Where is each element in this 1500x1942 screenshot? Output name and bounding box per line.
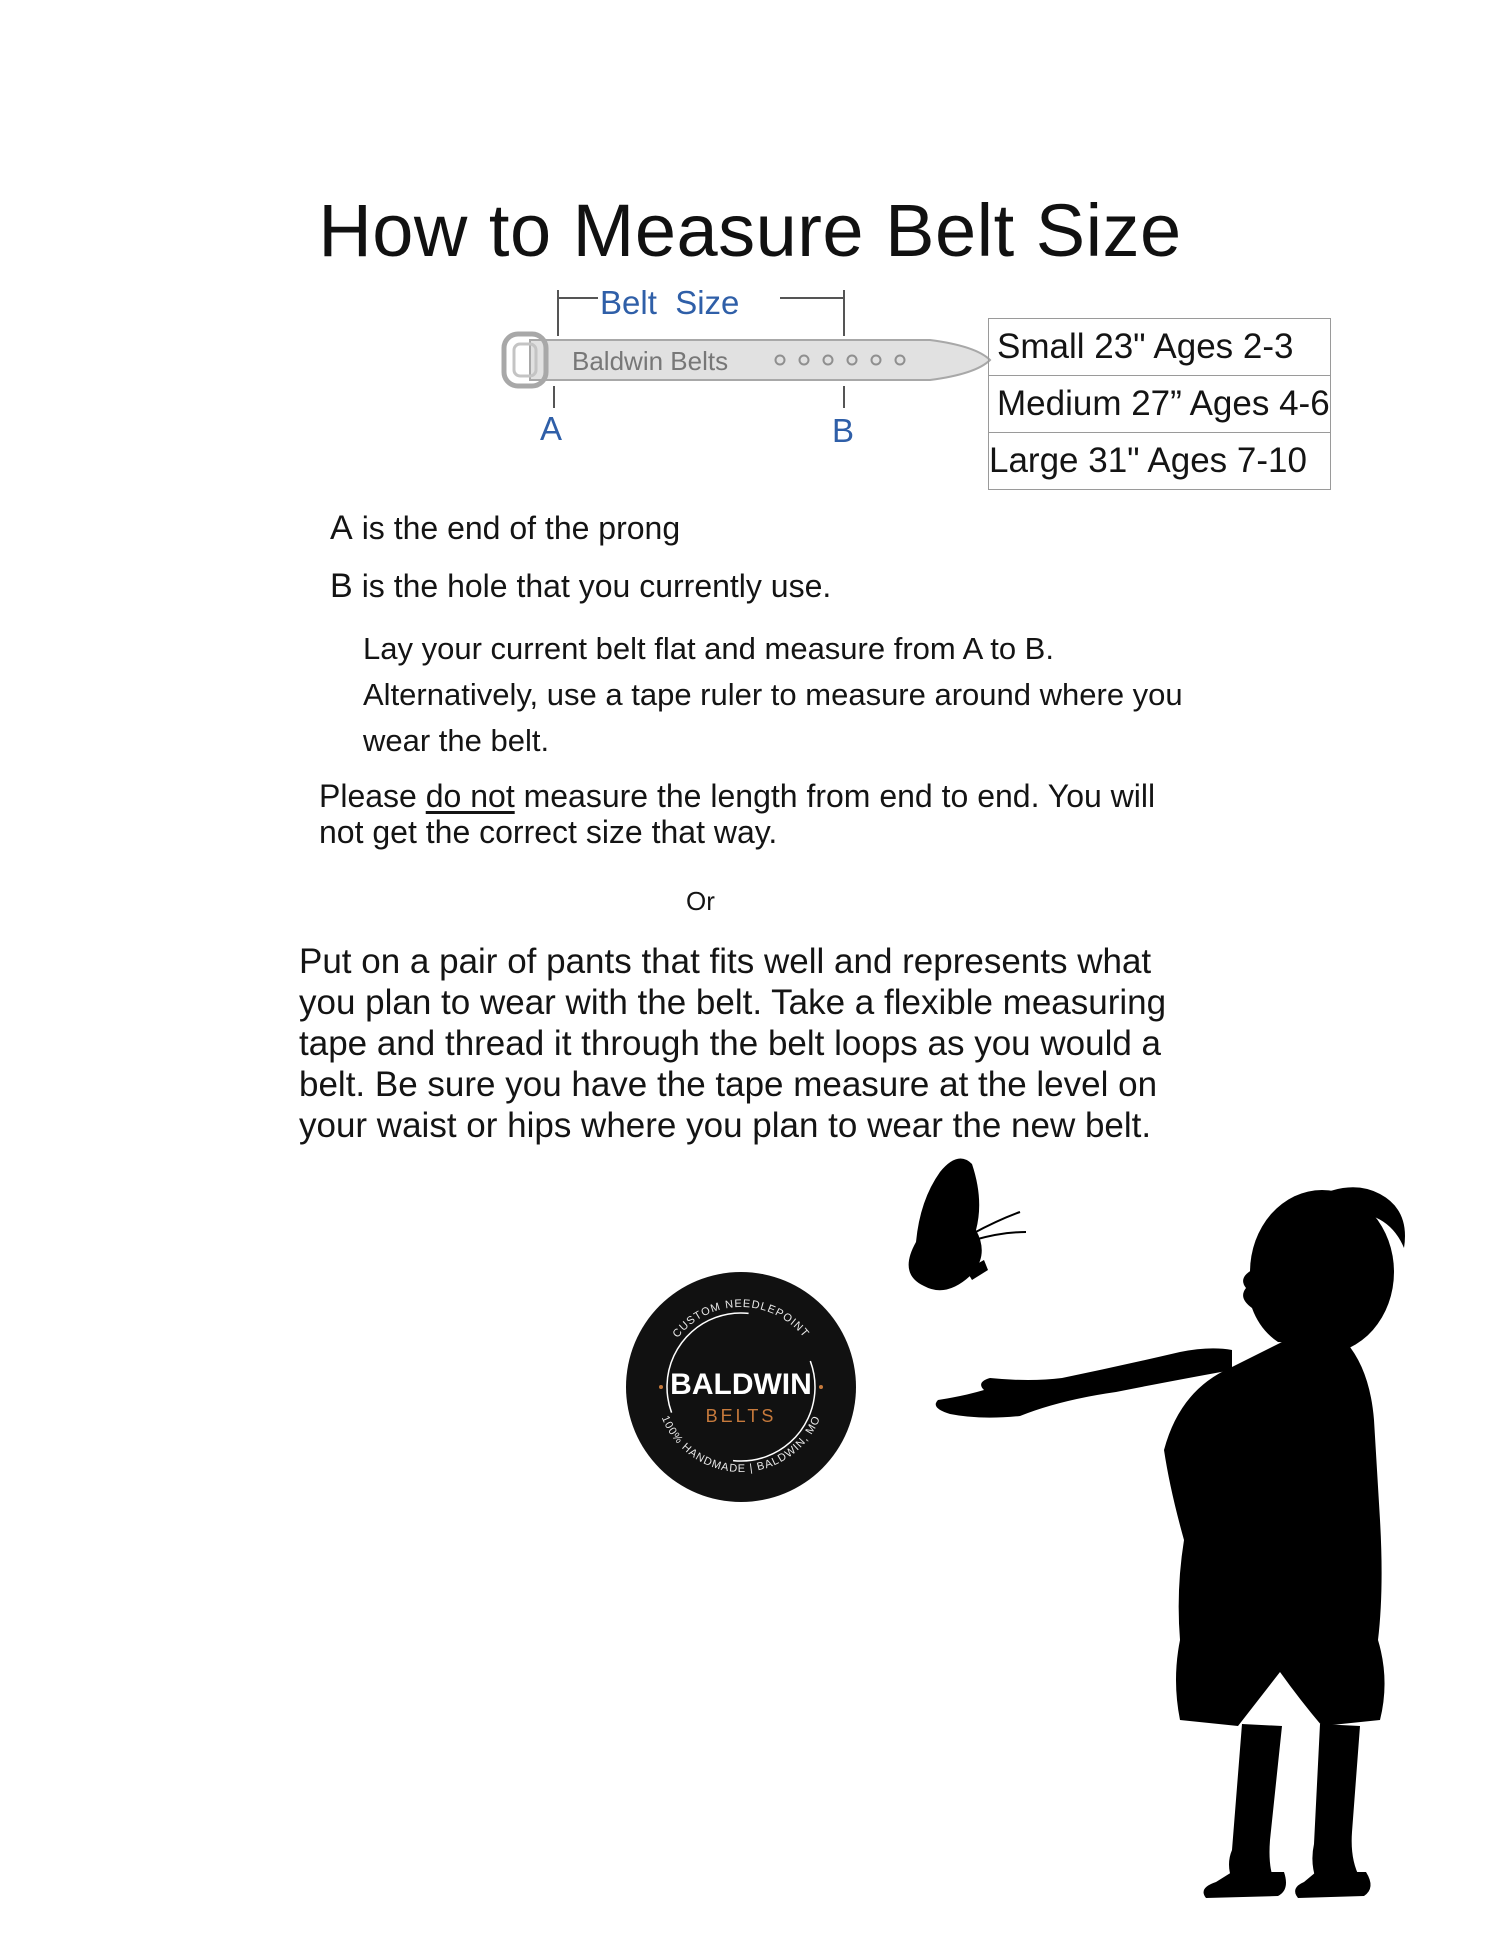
warning-prefix: Please [319, 778, 426, 814]
belt-diagram [490, 278, 1010, 458]
definition-text: is the end of the prong [361, 510, 681, 546]
instruction-line: tape and thread it through the belt loops as you would a [299, 1024, 1161, 1063]
definition-letter: A [330, 509, 353, 547]
logo-arc-bottom-text: 100% HANDMADE | BALDWIN, MO [658, 1413, 824, 1476]
size-row-medium [989, 376, 1331, 433]
size-row-small [989, 319, 1331, 376]
belt-size-label: Belt Size [600, 284, 740, 321]
size-cell: Small 23" Ages 2-3 [989, 319, 1331, 376]
baldwin-belts-logo-icon [624, 1270, 858, 1504]
point-a-label: A [540, 410, 563, 447]
definition-a [330, 506, 680, 550]
child-butterfly-silhouette-icon [880, 1120, 1500, 1900]
instruction-line: wear the belt. [363, 723, 550, 758]
instruction-line: Lay your current belt flat and measure from A to B. [363, 631, 1054, 666]
definition-b [330, 564, 831, 608]
warning-note [319, 778, 1219, 850]
logo-arc-top-text: CUSTOM NEEDLEPOINT [670, 1297, 812, 1341]
point-b-label: B [832, 412, 855, 449]
size-cell: Medium 27” Ages 4-6 [989, 376, 1331, 433]
or-separator: Or [686, 886, 715, 916]
size-row-large [989, 433, 1331, 490]
logo-brand-text: BALDWIN [670, 1368, 812, 1401]
instruction-line: you plan to wear with the belt. Take a flexible measuring [299, 983, 1167, 1022]
tape-measure-instructions [299, 941, 1199, 1146]
flat-measure-instructions [363, 626, 1263, 764]
instruction-line: Put on a pair of pants that fits well and represents what [299, 942, 1152, 981]
logo-sub-text: BELTS [705, 1406, 777, 1426]
warning-line [319, 778, 1219, 814]
definition-letter: B [330, 567, 353, 605]
belt-brand-text: Baldwin Belts [572, 346, 729, 376]
warning-rest: measure the length from end to end. You will [514, 778, 1156, 814]
instruction-line: your waist or hips where you plan to wear the new belt. [299, 1106, 1152, 1145]
warning-emphasis: do not [425, 778, 515, 814]
instruction-line: belt. Be sure you have the tape measure at the level on [299, 1065, 1158, 1104]
size-cell: Large 31" Ages 7-10 [989, 433, 1331, 490]
warning-line: not get the correct size that way. [319, 814, 778, 850]
size-table [988, 318, 1331, 490]
definition-text: is the hole that you currently use. [361, 568, 832, 604]
instruction-line: Alternatively, use a tape ruler to measure around where you [363, 677, 1183, 712]
page-title: How to Measure Belt Size [318, 189, 1182, 272]
